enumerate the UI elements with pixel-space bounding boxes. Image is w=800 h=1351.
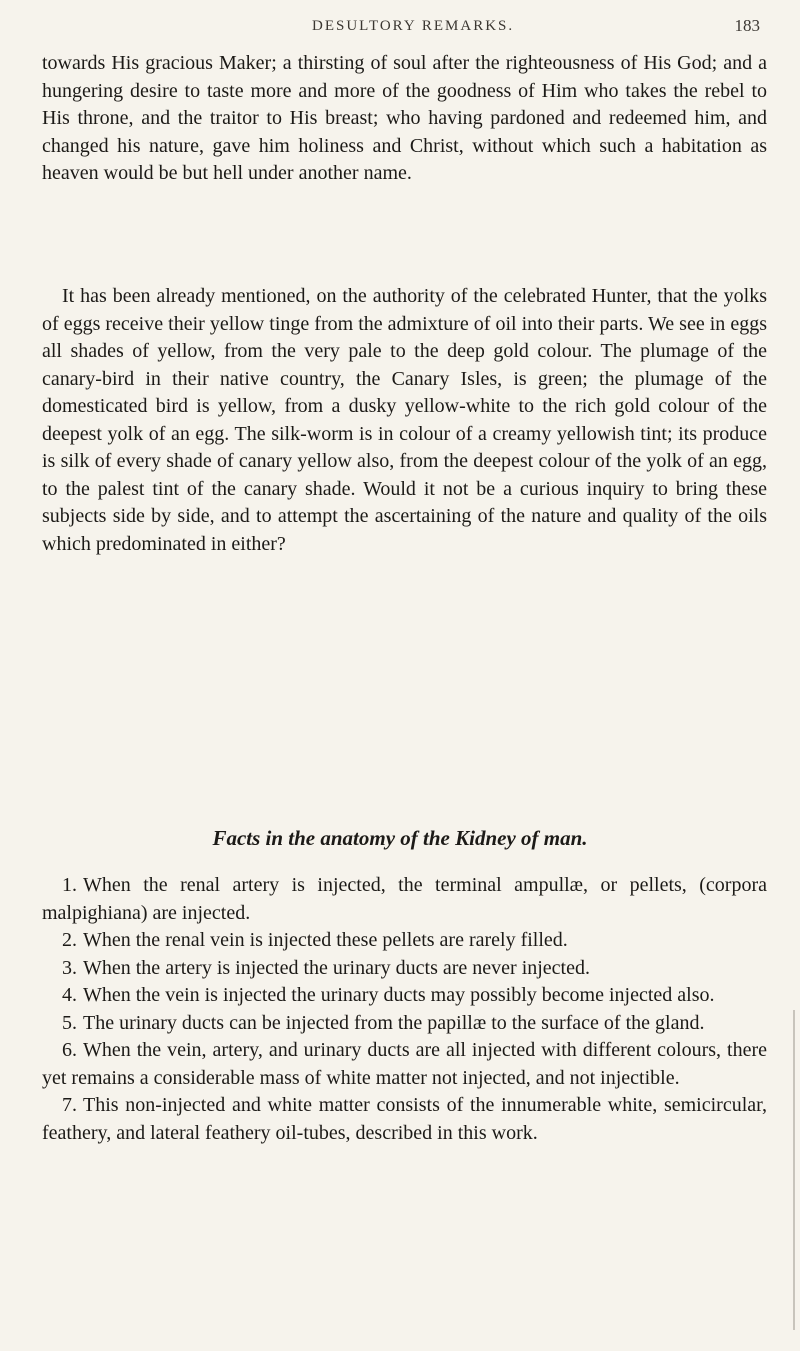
scan-edge-shadow xyxy=(793,1010,795,1330)
paragraph-continued: towards His gracious Maker; a thirsting of soul after the righteousness of His God; and a hungering desire to taste more and more of the goodness of Him who takes the rebel to His throne, and the traitor to His breast; who having pardoned and redeemed him, and changed his nature, gave him holiness and Christ, without which such a habitation as heaven would be but hell under another name. xyxy=(42,52,767,184)
fact-number: 7. xyxy=(62,1094,77,1116)
fact-number: 3. xyxy=(62,956,77,979)
section-heading: Facts in the anatomy of the Kidney of man. xyxy=(212,826,588,850)
fact-number: 1. xyxy=(62,874,77,896)
fact-text: This non-injected and white matter consists of the innumerable white, semicircular, feathery, and lateral feathery oil-tubes, described in this work. xyxy=(42,1094,767,1144)
fact-item-1 xyxy=(42,872,767,927)
fact-item-2 xyxy=(42,927,767,955)
fact-item-5 xyxy=(42,1010,767,1038)
fact-number: 6. xyxy=(62,1039,77,1061)
fact-item-3 xyxy=(42,955,767,983)
fact-item-6 xyxy=(42,1037,767,1092)
fact-text: The urinary ducts can be injected from the papillæ to the surface of the gland. xyxy=(83,1011,705,1034)
facts-list xyxy=(42,872,767,1147)
fact-text: When the vein, artery, and urinary ducts are all injected with different colours, there yet remains a considerable mass of white matter not injected, and not injectible. xyxy=(42,1039,767,1089)
fact-number: 2. xyxy=(62,929,77,951)
fact-item-7 xyxy=(42,1092,767,1147)
fact-text: When the vein is injected the urinary ducts may possibly become injected also. xyxy=(83,984,715,1006)
page-number: 183 xyxy=(734,16,760,35)
fact-text: When the renal artery is injected, the terminal ampullæ, or pellets, (corpora malpighiana) are injected. xyxy=(42,874,767,924)
fact-number: 4. xyxy=(62,984,77,1006)
fact-text: When the renal vein is injected these pellets are rarely filled. xyxy=(83,929,568,951)
fact-item-4 xyxy=(42,982,767,1010)
running-head: DESULTORY REMARKS. xyxy=(312,18,515,34)
fact-number: 5. xyxy=(62,1011,77,1034)
page-header xyxy=(0,12,800,44)
fact-text: When the artery is injected the urinary ducts are never injected. xyxy=(83,956,590,979)
paragraph-eggs-yellow: It has been already mentioned, on the authority of the celebrated Hunter, that the yolks of eggs receive their yellow tinge from the admixture of oil into their parts. We see in eggs all shades of yellow, from the very pale to the deep gold colour. The plumage of the canary-bird in their native country, the Canary Isles, is green; the plumage of the domesticated bird is yellow, from a dusky yellow-white to the rich gold colour of the deepest yolk of an egg. The silk-worm is in colour of a creamy yellowish tint; its produce is silk of every shade of canary yellow also, from the deepest colour of the yolk of an egg, to the palest tint of the canary shade. Would it not be a curious inquiry to bring these subjects side by side, and to attempt the ascertaining of the nature and quality of the oils which predominated in either? xyxy=(42,285,767,555)
